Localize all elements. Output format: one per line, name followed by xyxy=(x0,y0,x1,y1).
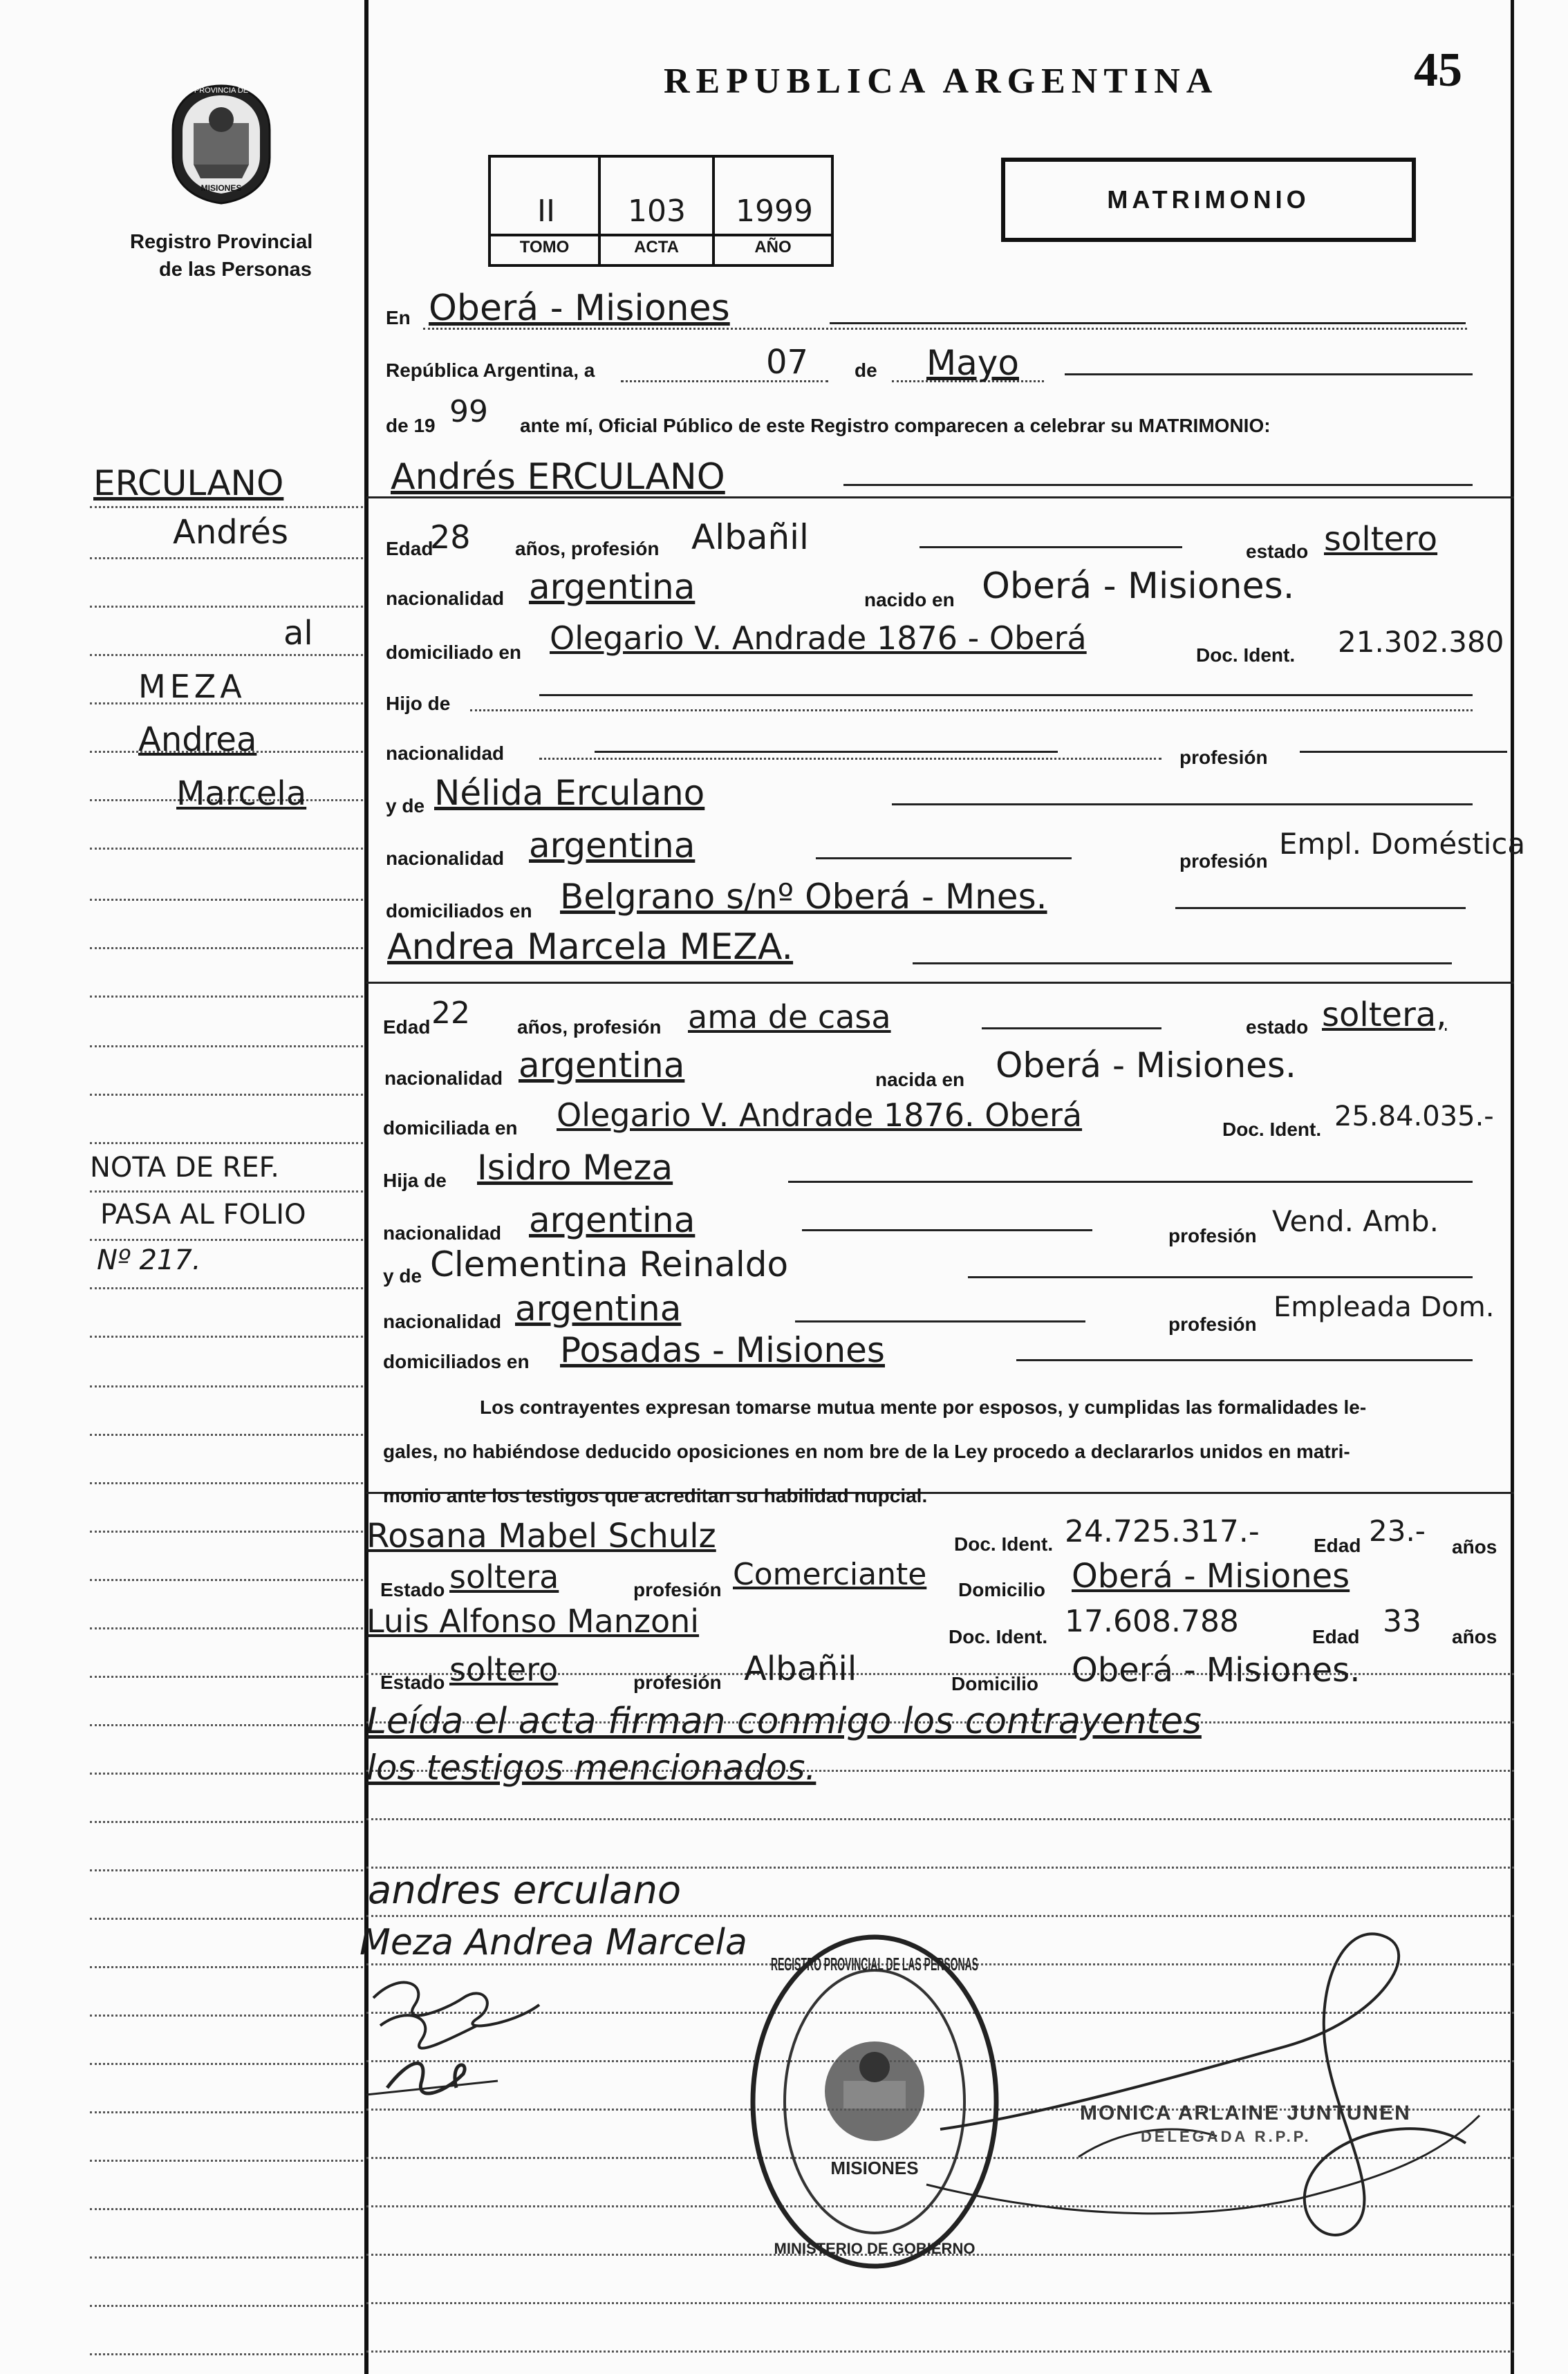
groom-age: 28 xyxy=(430,518,471,556)
bride-doc: 25.84.035.- xyxy=(1334,1101,1494,1132)
country-heading: REPUBLICA ARGENTINA xyxy=(664,62,1219,101)
margin-bride-name2: Marcela xyxy=(176,774,307,813)
label-estado: estado xyxy=(1246,541,1309,562)
groom-doc: 21.302.380 xyxy=(1338,625,1504,659)
bride-status: soltera, xyxy=(1322,996,1447,1034)
groom-birthplace: Oberá - Misiones. xyxy=(982,566,1295,607)
groom-mother-nationality: argentina xyxy=(529,825,696,866)
paragraph-line2: gales, no habiéndose deducido oposiciones en nom bre de la Ley procedo a declararlos unidos en matri- xyxy=(383,1441,1350,1462)
label-nacido-en: nacido en xyxy=(864,589,955,610)
day-value: 07 xyxy=(766,343,809,382)
label-edad: Edad xyxy=(383,1016,431,1038)
year-value: 99 xyxy=(449,394,488,429)
label-profesion: profesión xyxy=(1179,747,1268,768)
place-value: Oberá - Misiones xyxy=(429,288,730,329)
label-profesion: profesión xyxy=(1168,1225,1257,1246)
label-estado: estado xyxy=(1246,1016,1309,1038)
paragraph-line1: Los contrayentes expresan tomarse mutua mente por esposos, y cumplidas las formalidades le- xyxy=(480,1396,1367,1418)
groom-status: soltero xyxy=(1324,520,1438,559)
label-nacida-en: nacida en xyxy=(875,1069,965,1090)
label-profesion: profesión xyxy=(633,1579,722,1600)
label-republica: República Argentina, a xyxy=(386,359,595,381)
label-anos-prof: años, profesión xyxy=(515,538,660,559)
label-edad-witness: Edad xyxy=(1312,1626,1360,1647)
label-domiciliada-en: domiciliada en xyxy=(383,1117,518,1139)
registry-name-line1: Registro Provincial xyxy=(130,231,313,253)
closing-line2: los testigos mencionados. xyxy=(366,1748,816,1788)
groom-mother: Nélida Erculano xyxy=(434,773,705,813)
margin-groom-surname: ERCULANO xyxy=(93,463,284,503)
label-profesion: profesión xyxy=(1168,1314,1257,1335)
record-box xyxy=(488,155,834,267)
label-de: de xyxy=(855,359,877,381)
witness2-age: 33 xyxy=(1383,1604,1421,1639)
witness2-doc: 17.608.788 xyxy=(1065,1604,1239,1639)
witness1-status: soltera xyxy=(449,1558,559,1596)
acta-label: ACTA xyxy=(634,238,679,256)
label-y-de: y de xyxy=(383,1265,422,1287)
label-domiciliado-en: domiciliado en xyxy=(386,642,522,663)
paragraph-line3: monio ante los testigos que acreditan su habilidad nupcial. xyxy=(383,1485,928,1506)
groom-profession: Albañil xyxy=(691,517,809,557)
signature-witnesses xyxy=(360,1956,581,2115)
bride-father: Isidro Meza xyxy=(477,1148,673,1188)
margin-note-line1: NOTA DE REF. xyxy=(90,1152,279,1184)
svg-text:REGISTRO PROVINCIAL DE LAS PER: REGISTRO PROVINCIAL DE LAS PERSONAS xyxy=(771,1954,978,1974)
label-profesion: profesión xyxy=(1179,850,1268,872)
groom-parents-address: Belgrano s/nº Oberá - Mnes. xyxy=(560,877,1047,917)
label-y-de: y de xyxy=(386,795,425,816)
bride-parents-address: Posadas - Misiones xyxy=(560,1330,885,1370)
bride-address: Olegario V. Andrade 1876. Oberá xyxy=(557,1096,1083,1134)
doc-type-title: MATRIMONIO xyxy=(1107,185,1310,214)
label-doc-ident: Doc. Ident. xyxy=(1196,644,1296,666)
label-domiciliados-en: domiciliados en xyxy=(383,1351,530,1372)
label-profesion: profesión xyxy=(633,1672,722,1693)
label-en: En xyxy=(386,307,411,328)
acta-value: 103 xyxy=(628,194,686,229)
label-nacionalidad: nacionalidad xyxy=(383,1222,502,1244)
label-hijo-de: Hijo de xyxy=(386,693,451,714)
bride-mother-nationality: argentina xyxy=(515,1289,682,1329)
margin-note-line2: PASA AL FOLIO xyxy=(100,1199,306,1231)
bride-mother: Clementina Reinaldo xyxy=(430,1244,789,1284)
label-doc-ident: Doc. Ident. xyxy=(1222,1119,1322,1140)
bride-birthplace: Oberá - Misiones. xyxy=(996,1045,1296,1085)
tomo-label: TOMO xyxy=(519,238,570,256)
svg-text:MISIONES: MISIONES xyxy=(200,183,242,193)
label-hija-de: Hija de xyxy=(383,1170,447,1191)
provincial-seal xyxy=(166,82,277,206)
official-name: MONICA ARLAINE JUNTUNEN xyxy=(1080,2102,1411,2124)
ano-value: 1999 xyxy=(736,194,813,229)
bride-full-name: Andrea Marcela MEZA. xyxy=(387,926,794,968)
label-ante: ante mí, Oficial Público de este Registro comparecen a celebrar su MATRIMONIO: xyxy=(520,415,1271,436)
label-doc-ident: Doc. Ident. xyxy=(954,1533,1054,1555)
label-nacionalidad: nacionalidad xyxy=(386,588,505,609)
label-estado-witness: Estado xyxy=(380,1579,445,1600)
witness1-age: 23.- xyxy=(1369,1514,1426,1548)
closing-line1: Leída el acta firman conmigo los contrayentes xyxy=(366,1701,1202,1742)
bride-profession: ama de casa xyxy=(688,998,891,1036)
official-signature xyxy=(899,1908,1507,2268)
label-edad: Edad xyxy=(386,538,433,559)
label-edad-witness: Edad xyxy=(1314,1535,1361,1556)
margin-bride-surname: MEZA xyxy=(138,668,246,705)
folio-number: 45 xyxy=(1414,44,1462,97)
witness1-profession: Comerciante xyxy=(733,1557,927,1592)
witness2-profession: Albañil xyxy=(744,1649,857,1688)
label-nacionalidad: nacionalidad xyxy=(386,742,505,764)
label-de19: de 19 xyxy=(386,415,436,436)
bride-father-profession: Vend. Amb. xyxy=(1272,1204,1439,1238)
label-doc-ident: Doc. Ident. xyxy=(949,1626,1048,1647)
label-estado-witness: Estado xyxy=(380,1672,445,1693)
margin-groom-name: Andrés xyxy=(173,513,288,552)
label-domicilio: Domicilio xyxy=(951,1673,1039,1694)
ano-label: AÑO xyxy=(754,238,792,256)
signature-groom: andres erculano xyxy=(368,1868,682,1913)
official-title: DELEGADA R.P.P. xyxy=(1141,2128,1312,2145)
label-nacionalidad: nacionalidad xyxy=(384,1067,503,1089)
label-domiciliados-en: domiciliados en xyxy=(386,900,532,922)
margin-bride-name1: Andrea xyxy=(138,720,257,759)
witness2-name: Luis Alfonso Manzoni xyxy=(366,1602,700,1640)
section-rule xyxy=(366,982,1514,984)
svg-text:MINISTERIO DE GOBIERNO: MINISTERIO DE GOBIERNO xyxy=(774,2240,976,2257)
svg-text:PROVINCIA DE: PROVINCIA DE xyxy=(194,86,249,95)
bride-mother-profession: Empleada Dom. xyxy=(1273,1291,1495,1323)
svg-text:MISIONES: MISIONES xyxy=(830,2158,919,2178)
witness1-doc: 24.725.317.- xyxy=(1065,1514,1260,1549)
tomo-value: II xyxy=(537,194,555,229)
witness2-status: soltero xyxy=(449,1651,559,1688)
bride-father-nationality: argentina xyxy=(529,1200,696,1240)
groom-full-name: Andrés ERCULANO xyxy=(391,456,725,498)
doc-type-box xyxy=(1001,158,1416,242)
label-nacionalidad: nacionalidad xyxy=(386,848,505,869)
groom-mother-profession: Empl. Doméstica xyxy=(1279,827,1526,861)
month-value: Mayo xyxy=(926,343,1019,383)
margin-conj: al xyxy=(283,614,313,653)
label-anos: años xyxy=(1452,1536,1497,1558)
groom-address: Olegario V. Andrade 1876 - Oberá xyxy=(550,619,1087,657)
right-border-line xyxy=(1511,0,1514,2374)
witness1-address: Oberá - Misiones xyxy=(1072,1557,1350,1596)
label-domicilio: Domicilio xyxy=(958,1579,1046,1600)
label-anos: años xyxy=(1452,1626,1497,1647)
groom-nationality: argentina xyxy=(529,567,696,607)
signature-bride: Meza Andrea Marcela xyxy=(360,1922,747,1963)
registry-name-line2: de las Personas xyxy=(159,259,312,281)
label-anos-prof: años, profesión xyxy=(517,1016,662,1038)
label-nacionalidad: nacionalidad xyxy=(383,1311,502,1332)
bride-nationality: argentina xyxy=(519,1045,685,1085)
bride-age: 22 xyxy=(431,996,470,1031)
witness1-name: Rosana Mabel Schulz xyxy=(366,1517,716,1555)
margin-note-line3: Nº 217. xyxy=(97,1244,201,1276)
witness2-address: Oberá - Misiones. xyxy=(1072,1651,1361,1690)
